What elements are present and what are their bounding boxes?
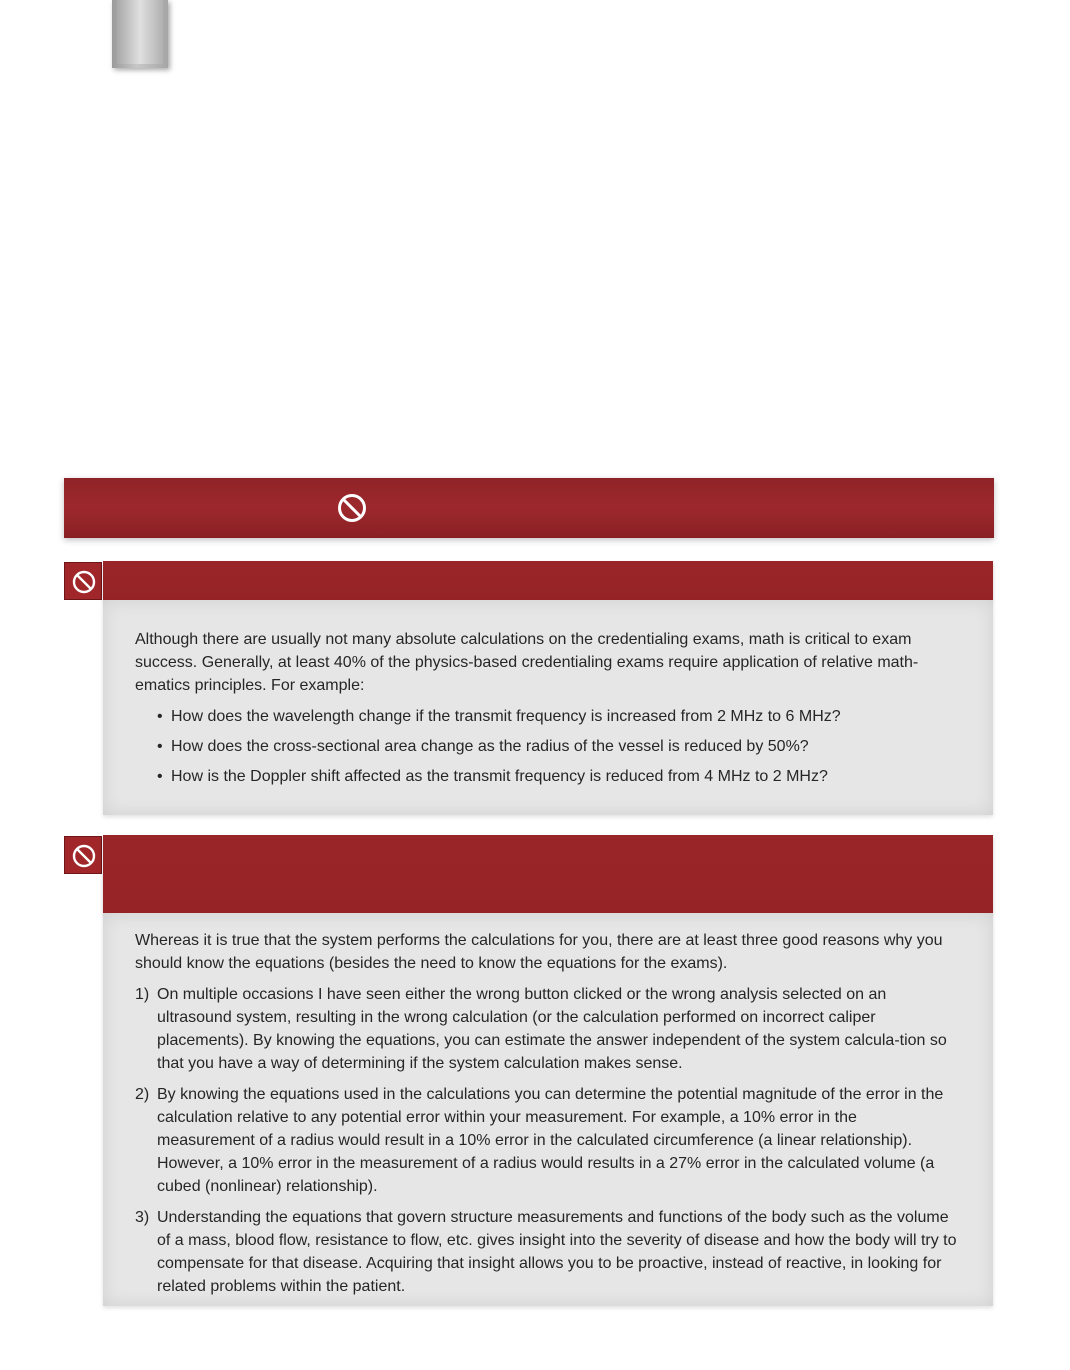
- list-item: [135, 1206, 957, 1298]
- section-2-icon-badge: [64, 836, 102, 874]
- section-1-bullet-list: [157, 705, 957, 788]
- bullet-text: How does the cross-sectional area change as the radius of the vessel is reduced by 50%?: [171, 738, 809, 755]
- prohibited-icon: [71, 569, 97, 595]
- page-tab-highlight: [117, 0, 163, 64]
- section-2-numbered-list: [135, 983, 957, 1298]
- prohibited-icon: [336, 492, 368, 524]
- prohibited-icon: [71, 843, 97, 869]
- bullet-text: How does the wavelength change if the transmit frequency is increased from 2 MHz to 6 MHz?: [171, 708, 841, 725]
- item-text: Understanding the equations that govern structure measurements and functions of the body such as the volume of a mass, blood flow, resistance to flow, etc. gives insight into the severity of disease and how the body will try to compensate for that disease. Acquiring that insight allows you to be proactive, instead of reactive, in looking for related problems within the patient.: [157, 1209, 957, 1295]
- item-text: On multiple occasions I have seen either the wrong button clicked or the wrong analysis selected on an ultrasound system, resulting in the wrong calculation (or the calculation performed on incorrect caliper placements). By knowing the equations, you can estimate the answer independent of the system calcula-tion so that you have a way of determining if the system calculation makes sense.: [157, 986, 947, 1072]
- section-2-intro: Whereas it is true that the system performs the calculations for you, there are at least three good reasons why you should know the equations (besides the need to know the equations for the exams).: [135, 932, 943, 972]
- list-item: [157, 705, 957, 728]
- list-item: [157, 765, 957, 788]
- item-number: 3): [135, 1209, 150, 1226]
- item-text: By knowing the equations used in the calculations you can determine the potential magnitude of the error in the calculation relative to any potential error within your measurement. For example, a 10% error in the measurement of a radius would result in a 10% error in the calculated circumference (a linear relationship). However, a 10% error in the measurement of a radius would results in a 27% error in the calculated volume (a cubed (nonlinear) relationship).: [157, 1086, 944, 1195]
- list-item: [135, 983, 957, 1075]
- list-item: [135, 1083, 957, 1198]
- bullet-marker: •: [157, 708, 163, 725]
- section-2-header: [103, 835, 993, 913]
- section-1-intro: Although there are usually not many absolute calculations on the credentialing exams, math is critical to exam success. Generally, at least 40% of the physics-based credentialing exams require application of relative math-ematics principles. For example:: [135, 631, 919, 694]
- item-number: 2): [135, 1086, 150, 1103]
- page-tab-decoration: [112, 0, 168, 68]
- bullet-marker: •: [157, 738, 163, 755]
- bullet-text: How is the Doppler shift affected as the transmit frequency is reduced from 4 MHz to 2 MHz?: [171, 768, 828, 785]
- section-1-box: [103, 600, 993, 815]
- list-item: [157, 735, 957, 758]
- bullet-marker: •: [157, 768, 163, 785]
- section-1-header: [103, 561, 993, 600]
- chapter-banner: [64, 478, 994, 538]
- section-1-icon-badge: [64, 562, 102, 600]
- item-number: 1): [135, 986, 150, 1003]
- section-2-box: [103, 913, 993, 1306]
